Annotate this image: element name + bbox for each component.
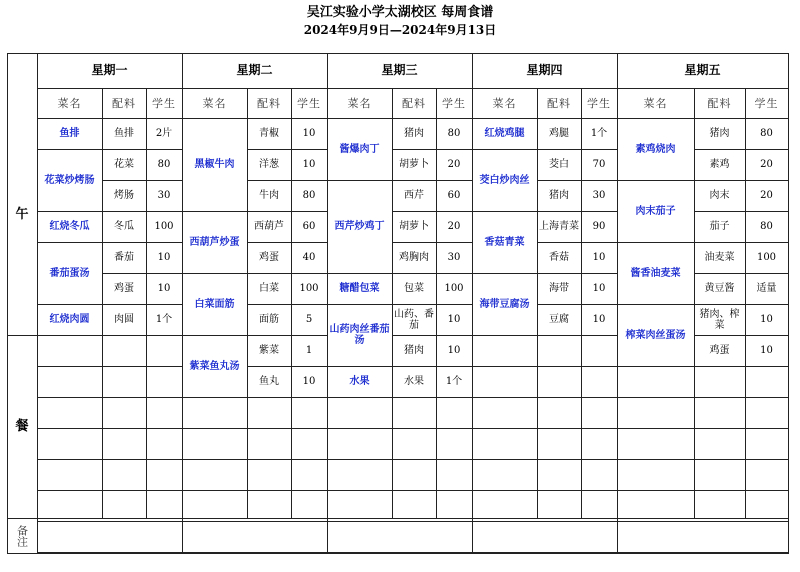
grid-line <box>617 428 788 429</box>
student-qty: 30 <box>592 190 606 201</box>
ingredient: 牛肉 <box>259 190 279 201</box>
column-header: 配料 <box>112 96 136 110</box>
grid-line <box>37 521 182 522</box>
grid-line <box>7 553 789 554</box>
ingredient: 鸡蛋 <box>709 345 730 356</box>
ingredient: 肉圆 <box>114 314 134 325</box>
ingredient: 青椒 <box>259 128 279 139</box>
ingredient: 猪肉 <box>549 190 569 201</box>
student-qty: 10 <box>592 252 606 263</box>
student-qty: 2片 <box>155 128 173 139</box>
ingredient: 洋葱 <box>259 159 279 170</box>
student-qty: 10 <box>447 314 461 325</box>
menu-table <box>7 53 788 553</box>
ingredient: 面筋 <box>259 314 279 325</box>
ingredient: 猪肉 <box>709 128 730 139</box>
student-qty: 80 <box>760 128 773 139</box>
grid-line <box>7 335 37 336</box>
student-qty: 10 <box>447 345 461 356</box>
column-header: 配料 <box>402 96 426 110</box>
grid-line <box>37 518 788 519</box>
grid-line <box>327 459 472 460</box>
student-qty: 10 <box>157 252 171 263</box>
student-qty: 10 <box>760 314 773 325</box>
ingredient: 素鸡 <box>709 159 730 170</box>
grid-line <box>617 521 788 522</box>
student-qty: 10 <box>302 128 316 139</box>
dish-name: 红烧肉圆 <box>49 314 90 325</box>
ingredient: 鸡腿 <box>549 128 569 139</box>
grid-line <box>37 552 182 553</box>
student-qty: 90 <box>592 221 606 232</box>
student-qty: 100 <box>756 252 777 263</box>
ingredient: 胡萝卜 <box>399 159 429 170</box>
student-qty: 1个 <box>445 376 463 387</box>
student-qty: 1个 <box>155 314 173 325</box>
page-title: 吴江实验小学太湖校区 每周食谱 <box>306 5 494 20</box>
dish-name: 红烧冬瓜 <box>49 221 90 232</box>
student-qty: 30 <box>447 252 461 263</box>
student-qty: 1个 <box>590 128 608 139</box>
student-qty: 80 <box>302 190 316 201</box>
ingredient: 西芹 <box>404 190 424 201</box>
student-qty: 20 <box>447 159 461 170</box>
student-qty: 10 <box>760 345 773 356</box>
column-header: 菜名 <box>347 96 372 110</box>
student-qty: 5 <box>305 314 313 325</box>
ingredient: 鸡蛋 <box>259 252 279 263</box>
grid-line <box>182 490 327 491</box>
student-qty: 30 <box>157 190 171 201</box>
grid-line <box>182 521 327 522</box>
ingredient: 茄子 <box>709 221 730 232</box>
day-header: 星期三 <box>381 63 418 77</box>
grid-line <box>472 366 617 367</box>
ingredient: 鱼丸 <box>259 376 279 387</box>
ingredient: 海带 <box>549 283 569 294</box>
dish-name: 酱爆肉丁 <box>339 143 380 155</box>
dish-name: 西葫芦炒蛋 <box>189 236 240 248</box>
dish-name: 西芹炒鸡丁 <box>334 221 385 232</box>
dish-name: 糖醋包菜 <box>339 283 380 294</box>
grid-line <box>617 397 788 398</box>
ingredient: 鸡胸肉 <box>399 252 429 263</box>
meal-label: 餐 <box>15 418 29 434</box>
ingredient: 西葫芦 <box>254 221 284 232</box>
ingredient: 猪肉 <box>404 128 424 139</box>
ingredient: 油麦菜 <box>704 252 735 263</box>
column-header: 学生 <box>754 96 779 110</box>
grid-line <box>327 552 472 553</box>
grid-line <box>7 53 8 553</box>
ingredient: 番茄 <box>114 252 134 263</box>
ingredient: 鸡蛋 <box>114 283 134 294</box>
ingredient: 胡萝卜 <box>399 221 429 232</box>
grid-line <box>617 459 788 460</box>
dish-name: 香菇青菜 <box>484 236 525 248</box>
column-header: 菜名 <box>57 96 82 110</box>
student-qty: 60 <box>447 190 461 201</box>
student-qty: 100 <box>444 283 464 294</box>
grid-line <box>472 490 617 491</box>
student-qty: 70 <box>592 159 606 170</box>
student-qty: 20 <box>447 221 461 232</box>
grid-line <box>37 490 182 491</box>
grid-line <box>472 428 617 429</box>
date-range: 2024年9月9日—2024年9月13日 <box>303 23 497 37</box>
ingredient: 包菜 <box>404 283 424 294</box>
column-header: 配料 <box>547 96 571 110</box>
column-header: 学生 <box>587 96 611 110</box>
ingredient: 冬瓜 <box>114 221 134 232</box>
ingredient: 山药、番茄 <box>394 308 434 331</box>
day-header: 星期四 <box>526 63 563 77</box>
grid-line <box>37 335 182 336</box>
student-qty: 100 <box>154 221 174 232</box>
dish-name: 花菜炒烤肠 <box>44 174 95 186</box>
grid-line <box>472 521 617 522</box>
day-header: 星期一 <box>91 63 128 77</box>
dish-name: 鱼排 <box>59 128 80 139</box>
ingredient: 黄豆酱 <box>704 283 735 294</box>
column-header: 学生 <box>152 96 176 110</box>
student-qty: 1 <box>305 345 313 356</box>
remarks-label: 备注 <box>15 524 29 547</box>
ingredient: 鱼排 <box>114 128 134 139</box>
ingredient: 香菇 <box>549 252 569 263</box>
ingredient: 紫菜 <box>259 345 279 356</box>
student-qty: 10 <box>592 283 606 294</box>
dish-name: 酱香油麦菜 <box>630 267 681 279</box>
grid-line <box>7 518 37 519</box>
grid-line <box>788 53 789 553</box>
ingredient: 烤肠 <box>114 190 134 201</box>
ingredient: 豆腐 <box>549 314 569 325</box>
grid-line <box>472 552 617 553</box>
ingredient: 白菜 <box>259 283 279 294</box>
grid-line <box>617 366 788 367</box>
ingredient: 上海青菜 <box>539 221 579 232</box>
day-header: 星期二 <box>236 63 273 77</box>
dish-name: 素鸡烧肉 <box>635 143 676 155</box>
day-header: 星期五 <box>684 63 721 77</box>
grid-line <box>472 397 617 398</box>
dish-name: 榨菜肉丝蛋汤 <box>625 329 686 341</box>
grid-line <box>327 397 472 398</box>
grid-line <box>37 366 182 367</box>
grid-line <box>327 490 472 491</box>
student-qty: 20 <box>760 190 773 201</box>
student-qty: 100 <box>299 283 319 294</box>
dish-name: 茭白炒肉丝 <box>479 174 530 186</box>
ingredient: 猪肉 <box>404 345 424 356</box>
student-qty: 适量 <box>756 283 777 294</box>
dish-name: 山药肉丝番茄汤 <box>329 324 390 346</box>
grid-line <box>182 397 327 398</box>
page-header <box>0 4 800 38</box>
grid-line <box>182 428 327 429</box>
dish-name: 番茄蛋汤 <box>49 267 90 279</box>
ingredient: 猪肉、榨菜 <box>699 308 740 331</box>
dish-name: 水果 <box>349 376 370 387</box>
student-qty: 80 <box>760 221 773 232</box>
column-header: 学生 <box>297 96 321 110</box>
student-qty: 60 <box>302 221 316 232</box>
student-qty: 80 <box>447 128 461 139</box>
grid-line <box>37 459 182 460</box>
grid-line <box>472 459 617 460</box>
student-qty: 10 <box>302 376 316 387</box>
column-header: 菜名 <box>492 96 517 110</box>
ingredient: 肉末 <box>709 190 730 201</box>
column-header: 菜名 <box>202 96 227 110</box>
student-qty: 20 <box>760 159 773 170</box>
student-qty: 10 <box>157 283 171 294</box>
dish-name: 紫菜鱼丸汤 <box>189 360 240 372</box>
grid-line <box>182 552 327 553</box>
student-qty: 80 <box>157 159 171 170</box>
column-header: 菜名 <box>643 96 668 110</box>
column-header: 配料 <box>257 96 281 110</box>
column-header: 配料 <box>707 96 732 110</box>
grid-line <box>327 428 472 429</box>
dish-name: 肉末茄子 <box>635 205 676 217</box>
dish-name: 红烧鸡腿 <box>484 128 525 139</box>
noon-label: 午 <box>15 206 29 222</box>
grid-line <box>617 490 788 491</box>
grid-line <box>472 335 617 336</box>
grid-line <box>37 428 182 429</box>
grid-line <box>37 397 182 398</box>
ingredient: 水果 <box>404 376 424 387</box>
student-qty: 10 <box>302 159 316 170</box>
student-qty: 40 <box>302 252 316 263</box>
column-header: 学生 <box>442 96 466 110</box>
dish-name: 海带豆腐汤 <box>479 298 530 310</box>
ingredient: 茭白 <box>549 159 569 170</box>
student-qty: 10 <box>592 314 606 325</box>
grid-line <box>327 521 472 522</box>
grid-line <box>182 459 327 460</box>
dish-name: 白菜面筋 <box>194 298 235 310</box>
ingredient: 花菜 <box>114 159 134 170</box>
grid-line <box>617 552 788 553</box>
dish-name: 黑椒牛肉 <box>194 159 235 170</box>
